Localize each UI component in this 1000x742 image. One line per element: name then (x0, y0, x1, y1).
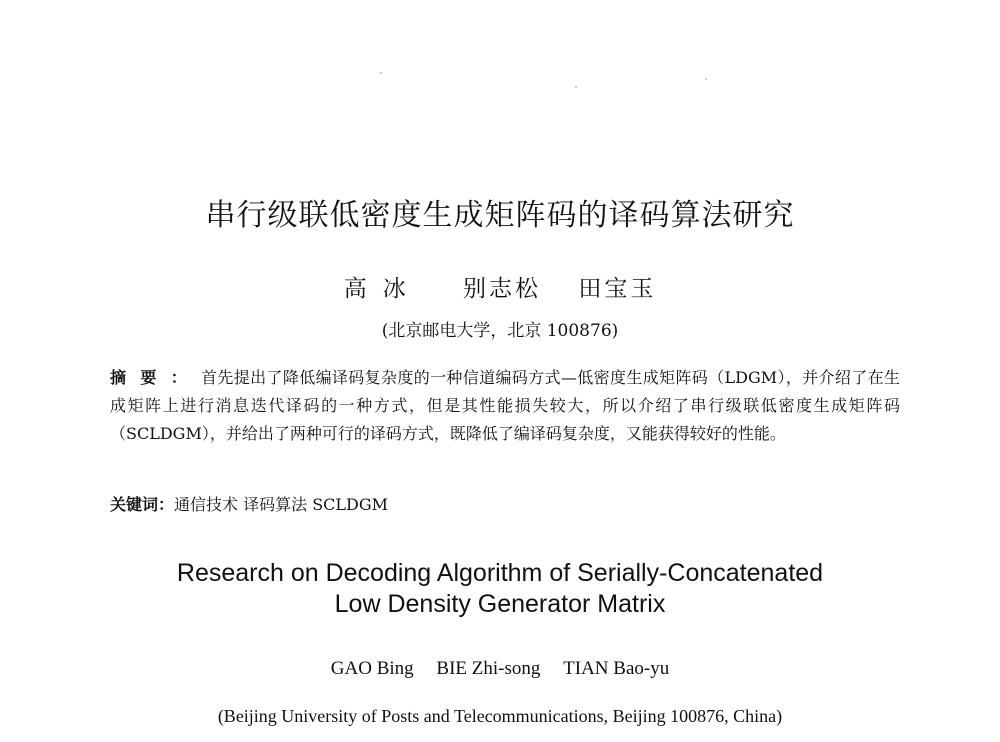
scan-speck (380, 72, 382, 74)
chinese-author-3: 田宝玉 (578, 276, 657, 302)
abstract-label: 摘要： (110, 368, 202, 387)
english-affiliation: (Beijing University of Posts and Telecommunications, Beijing 100876, China) (217, 706, 783, 726)
english-authors (0, 658, 1000, 680)
chinese-author-2: 别志松 (463, 276, 541, 302)
english-title-line-1: Research on Decoding Algorithm of Serially-Concatenated (176, 559, 824, 587)
chinese-title: 串行级联低密度生成矩阵码的译码算法研究 (205, 198, 795, 233)
keywords-label: 关键词： (110, 495, 175, 514)
chinese-affiliation: (北京邮电大学，北京 100876) (381, 321, 619, 341)
english-author-1: GAO Bing (330, 658, 414, 679)
english-title-line-2: Low Density Generator Matrix (334, 590, 666, 618)
english-title (0, 558, 1000, 620)
english-author-2: BIE Zhi-song (436, 658, 541, 679)
abstract-text: 首先提出了降低编译码复杂度的一种信道编码方式—低密度生成矩阵码（LDGM），并介绍了在生成矩阵上进行消息迭代译码的一种方式，但是其性能损失较大，所以介绍了串行级联低密度生成矩阵码（SCLDGM），并给出了两种可行的译码方式，既降低了编译码复杂度，又能获得较好的性能。 (110, 368, 900, 443)
scan-speck (705, 78, 707, 80)
english-author-3: TIAN Bao-yu (563, 658, 670, 679)
keywords-text: 通信技术 译码算法 SCLDGM (174, 495, 389, 514)
chinese-authors (0, 270, 1000, 303)
chinese-author-1: 高冰 (343, 276, 422, 302)
abstract (110, 364, 900, 448)
scan-speck (575, 86, 577, 88)
keywords (110, 492, 900, 515)
